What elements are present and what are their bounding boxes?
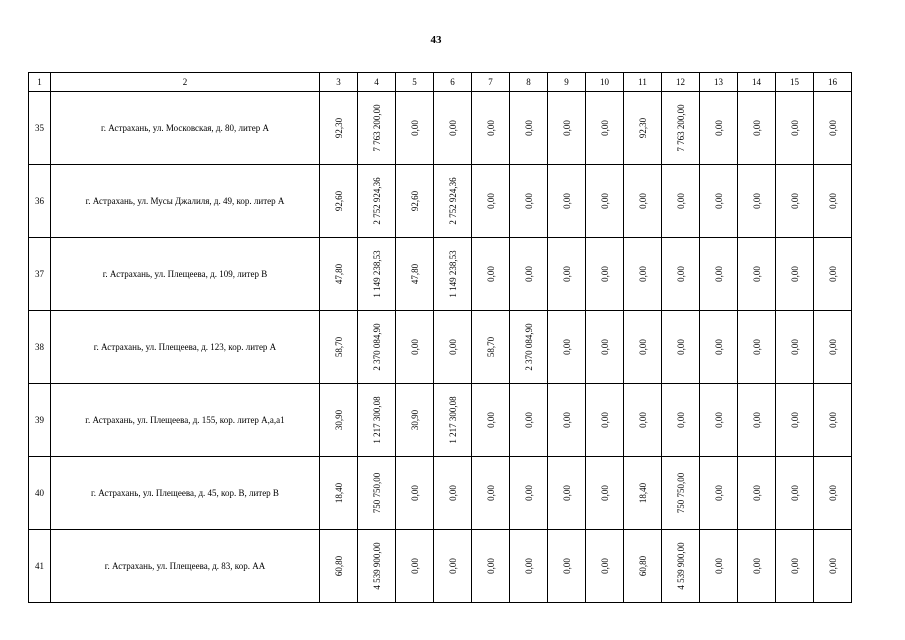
column-header-12: 12 xyxy=(662,73,700,92)
value-text: 60,80 xyxy=(637,555,648,577)
row-number: 35 xyxy=(29,92,51,165)
value-text: 0,00 xyxy=(675,412,686,428)
column-header-8: 8 xyxy=(510,73,548,92)
value-text: 0,00 xyxy=(485,558,496,574)
value-cell-col-14 xyxy=(738,92,776,165)
value-cell-col-3 xyxy=(320,92,358,165)
value-text: 0,00 xyxy=(713,485,724,501)
column-header-3: 3 xyxy=(320,73,358,92)
value-cell-col-9 xyxy=(548,92,586,165)
value-text: 0,00 xyxy=(561,558,572,574)
value-cell-col-8 xyxy=(510,530,548,603)
address-cell: г. Астрахань, ул. Плещеева, д. 155, кор. литер А,а,а1 xyxy=(51,384,320,457)
value-cell-col-6 xyxy=(434,457,472,530)
value-text: 0,00 xyxy=(523,558,534,574)
value-text: 0,00 xyxy=(409,558,420,574)
column-header-15: 15 xyxy=(776,73,814,92)
value-text: 0,00 xyxy=(827,120,838,136)
value-text: 47,80 xyxy=(409,263,420,285)
value-cell-col-14 xyxy=(738,384,776,457)
value-text: 0,00 xyxy=(751,339,762,355)
value-cell-col-4 xyxy=(358,311,396,384)
column-header-1: 1 xyxy=(29,73,51,92)
value-cell-col-7 xyxy=(472,384,510,457)
value-cell-col-9 xyxy=(548,384,586,457)
value-text: 0,00 xyxy=(713,193,724,209)
column-header-7: 7 xyxy=(472,73,510,92)
value-cell-col-13 xyxy=(700,384,738,457)
value-cell-col-16 xyxy=(814,238,852,311)
value-cell-col-16 xyxy=(814,384,852,457)
value-cell-col-3 xyxy=(320,530,358,603)
value-cell-col-9 xyxy=(548,165,586,238)
value-cell-col-12 xyxy=(662,457,700,530)
value-cell-col-8 xyxy=(510,311,548,384)
column-header-6: 6 xyxy=(434,73,472,92)
value-text: 0,00 xyxy=(789,193,800,209)
value-text: 92,60 xyxy=(409,190,420,212)
value-cell-col-10 xyxy=(586,238,624,311)
value-text: 7 763 200,00 xyxy=(675,104,686,152)
column-header-10: 10 xyxy=(586,73,624,92)
value-text: 0,00 xyxy=(523,412,534,428)
value-cell-col-5 xyxy=(396,165,434,238)
value-cell-col-16 xyxy=(814,311,852,384)
value-text: 0,00 xyxy=(561,120,572,136)
row-number: 41 xyxy=(29,530,51,603)
value-text: 92,60 xyxy=(333,190,344,212)
value-cell-col-5 xyxy=(396,384,434,457)
value-text: 0,00 xyxy=(599,558,610,574)
value-cell-col-14 xyxy=(738,311,776,384)
value-text: 0,00 xyxy=(637,193,648,209)
value-cell-col-8 xyxy=(510,384,548,457)
value-cell-col-6 xyxy=(434,165,472,238)
value-cell-col-13 xyxy=(700,238,738,311)
value-text: 0,00 xyxy=(713,266,724,282)
table-header-row xyxy=(29,73,852,92)
value-text: 0,00 xyxy=(789,120,800,136)
value-text: 0,00 xyxy=(523,266,534,282)
value-cell-col-10 xyxy=(586,311,624,384)
value-text: 1 217 300,08 xyxy=(371,396,382,444)
table-row xyxy=(29,92,852,165)
value-cell-col-6 xyxy=(434,311,472,384)
value-cell-col-8 xyxy=(510,238,548,311)
value-text: 0,00 xyxy=(485,193,496,209)
value-cell-col-10 xyxy=(586,384,624,457)
value-text: 4 539 900,00 xyxy=(371,542,382,590)
value-text: 0,00 xyxy=(561,266,572,282)
value-cell-col-11 xyxy=(624,311,662,384)
value-text: 0,00 xyxy=(637,266,648,282)
value-text: 2 370 084,90 xyxy=(523,323,534,371)
value-text: 0,00 xyxy=(637,339,648,355)
value-text: 750 750,00 xyxy=(675,472,686,514)
value-text: 0,00 xyxy=(447,120,458,136)
table-row xyxy=(29,384,852,457)
value-text: 0,00 xyxy=(751,558,762,574)
value-text: 4 539 900,00 xyxy=(675,542,686,590)
table-row xyxy=(29,530,852,603)
address-cell: г. Астрахань, ул. Плещеева, д. 45, кор. В, литер В xyxy=(51,457,320,530)
value-text: 0,00 xyxy=(637,412,648,428)
value-text: 0,00 xyxy=(789,266,800,282)
value-cell-col-7 xyxy=(472,165,510,238)
value-text: 0,00 xyxy=(827,266,838,282)
value-text: 0,00 xyxy=(713,412,724,428)
value-cell-col-13 xyxy=(700,311,738,384)
value-cell-col-5 xyxy=(396,530,434,603)
value-text: 0,00 xyxy=(675,266,686,282)
value-cell-col-12 xyxy=(662,92,700,165)
value-text: 7 763 200,00 xyxy=(371,104,382,152)
value-text: 0,00 xyxy=(789,558,800,574)
value-text: 2 752 924,36 xyxy=(447,177,458,225)
value-cell-col-9 xyxy=(548,457,586,530)
row-number: 37 xyxy=(29,238,51,311)
value-cell-col-13 xyxy=(700,165,738,238)
value-text: 0,00 xyxy=(789,485,800,501)
value-text: 0,00 xyxy=(485,120,496,136)
row-number: 38 xyxy=(29,311,51,384)
value-cell-col-15 xyxy=(776,384,814,457)
value-text: 0,00 xyxy=(751,412,762,428)
value-cell-col-14 xyxy=(738,457,776,530)
value-cell-col-15 xyxy=(776,530,814,603)
value-cell-col-7 xyxy=(472,238,510,311)
value-text: 1 217 300,08 xyxy=(447,396,458,444)
value-cell-col-7 xyxy=(472,92,510,165)
column-header-9: 9 xyxy=(548,73,586,92)
value-cell-col-12 xyxy=(662,238,700,311)
column-header-11: 11 xyxy=(624,73,662,92)
value-cell-col-9 xyxy=(548,530,586,603)
value-text: 0,00 xyxy=(599,485,610,501)
value-cell-col-10 xyxy=(586,457,624,530)
value-text: 0,00 xyxy=(751,485,762,501)
value-cell-col-14 xyxy=(738,165,776,238)
value-cell-col-3 xyxy=(320,457,358,530)
value-cell-col-14 xyxy=(738,238,776,311)
value-cell-col-6 xyxy=(434,92,472,165)
value-cell-col-4 xyxy=(358,238,396,311)
value-cell-col-3 xyxy=(320,311,358,384)
value-text: 0,00 xyxy=(827,485,838,501)
value-text: 0,00 xyxy=(599,193,610,209)
value-cell-col-7 xyxy=(472,530,510,603)
value-cell-col-10 xyxy=(586,92,624,165)
value-cell-col-15 xyxy=(776,92,814,165)
value-cell-col-12 xyxy=(662,384,700,457)
value-cell-col-4 xyxy=(358,530,396,603)
value-text: 0,00 xyxy=(675,339,686,355)
value-text: 0,00 xyxy=(827,339,838,355)
value-cell-col-6 xyxy=(434,238,472,311)
page-number: 43 xyxy=(430,34,442,46)
value-cell-col-7 xyxy=(472,457,510,530)
value-text: 0,00 xyxy=(789,412,800,428)
value-cell-col-13 xyxy=(700,92,738,165)
value-text: 0,00 xyxy=(485,485,496,501)
value-text: 0,00 xyxy=(599,120,610,136)
value-text: 92,30 xyxy=(637,117,648,139)
value-text: 58,70 xyxy=(333,336,344,358)
value-text: 0,00 xyxy=(561,193,572,209)
value-text: 47,80 xyxy=(333,263,344,285)
value-text: 0,00 xyxy=(485,412,496,428)
value-text: 0,00 xyxy=(447,558,458,574)
address-cell: г. Астрахань, ул. Московская, д. 80, литер А xyxy=(51,92,320,165)
value-cell-col-8 xyxy=(510,457,548,530)
table-row xyxy=(29,457,852,530)
value-cell-col-6 xyxy=(434,530,472,603)
address-cell: г. Астрахань, ул. Плещеева, д. 83, кор. АА xyxy=(51,530,320,603)
address-cell: г. Астрахань, ул. Плещеева, д. 123, кор. литер А xyxy=(51,311,320,384)
value-text: 0,00 xyxy=(827,412,838,428)
value-text: 2 752 924,36 xyxy=(371,177,382,225)
value-cell-col-15 xyxy=(776,311,814,384)
table-row xyxy=(29,238,852,311)
value-cell-col-16 xyxy=(814,530,852,603)
value-cell-col-11 xyxy=(624,530,662,603)
value-cell-col-15 xyxy=(776,238,814,311)
value-text: 18,40 xyxy=(637,482,648,504)
value-cell-col-4 xyxy=(358,457,396,530)
value-text: 0,00 xyxy=(523,120,534,136)
value-text: 92,30 xyxy=(333,117,344,139)
value-text: 0,00 xyxy=(599,266,610,282)
value-text: 0,00 xyxy=(599,339,610,355)
value-text: 0,00 xyxy=(751,120,762,136)
value-text: 750 750,00 xyxy=(371,472,382,514)
value-cell-col-16 xyxy=(814,457,852,530)
value-text: 30,90 xyxy=(409,409,420,431)
value-cell-col-8 xyxy=(510,165,548,238)
address-cell: г. Астрахань, ул. Плещеева, д. 109, литер В xyxy=(51,238,320,311)
value-cell-col-11 xyxy=(624,165,662,238)
value-cell-col-12 xyxy=(662,165,700,238)
value-cell-col-11 xyxy=(624,92,662,165)
value-cell-col-4 xyxy=(358,384,396,457)
table-row xyxy=(29,165,852,238)
value-text: 0,00 xyxy=(409,339,420,355)
value-text: 58,70 xyxy=(485,336,496,358)
value-cell-col-3 xyxy=(320,238,358,311)
value-text: 0,00 xyxy=(447,339,458,355)
column-header-16: 16 xyxy=(814,73,852,92)
column-header-13: 13 xyxy=(700,73,738,92)
value-cell-col-9 xyxy=(548,238,586,311)
value-text: 0,00 xyxy=(561,412,572,428)
value-cell-col-8 xyxy=(510,92,548,165)
value-cell-col-15 xyxy=(776,165,814,238)
value-cell-col-16 xyxy=(814,92,852,165)
value-text: 18,40 xyxy=(333,482,344,504)
column-header-5: 5 xyxy=(396,73,434,92)
value-cell-col-10 xyxy=(586,530,624,603)
value-text: 0,00 xyxy=(713,339,724,355)
value-text: 0,00 xyxy=(751,193,762,209)
value-cell-col-5 xyxy=(396,238,434,311)
value-text: 0,00 xyxy=(409,485,420,501)
value-cell-col-3 xyxy=(320,165,358,238)
value-text: 0,00 xyxy=(789,339,800,355)
value-cell-col-4 xyxy=(358,92,396,165)
value-cell-col-9 xyxy=(548,311,586,384)
value-text: 60,80 xyxy=(333,555,344,577)
value-cell-col-13 xyxy=(700,457,738,530)
value-cell-col-16 xyxy=(814,165,852,238)
value-text: 0,00 xyxy=(523,485,534,501)
value-text: 0,00 xyxy=(713,558,724,574)
value-cell-col-11 xyxy=(624,457,662,530)
value-text: 0,00 xyxy=(485,266,496,282)
value-text: 1 149 238,53 xyxy=(447,250,458,298)
value-text: 0,00 xyxy=(599,412,610,428)
row-number: 39 xyxy=(29,384,51,457)
value-text: 0,00 xyxy=(751,266,762,282)
value-cell-col-4 xyxy=(358,165,396,238)
value-cell-col-5 xyxy=(396,457,434,530)
row-number: 36 xyxy=(29,165,51,238)
value-text: 0,00 xyxy=(827,558,838,574)
value-text: 0,00 xyxy=(561,485,572,501)
value-cell-col-13 xyxy=(700,530,738,603)
value-cell-col-5 xyxy=(396,92,434,165)
table-row xyxy=(29,311,852,384)
value-text: 0,00 xyxy=(675,193,686,209)
value-text: 0,00 xyxy=(409,120,420,136)
table-body xyxy=(29,73,852,603)
value-cell-col-15 xyxy=(776,457,814,530)
column-header-2: 2 xyxy=(51,73,320,92)
value-cell-col-12 xyxy=(662,530,700,603)
value-cell-col-11 xyxy=(624,384,662,457)
value-text: 1 149 238,53 xyxy=(371,250,382,298)
value-cell-col-12 xyxy=(662,311,700,384)
value-text: 30,90 xyxy=(333,409,344,431)
value-cell-col-5 xyxy=(396,311,434,384)
value-cell-col-3 xyxy=(320,384,358,457)
value-cell-col-11 xyxy=(624,238,662,311)
value-text: 0,00 xyxy=(523,193,534,209)
value-cell-col-14 xyxy=(738,530,776,603)
value-cell-col-10 xyxy=(586,165,624,238)
value-text: 0,00 xyxy=(561,339,572,355)
value-text: 0,00 xyxy=(713,120,724,136)
value-text: 0,00 xyxy=(827,193,838,209)
value-cell-col-7 xyxy=(472,311,510,384)
value-text: 0,00 xyxy=(447,485,458,501)
column-header-14: 14 xyxy=(738,73,776,92)
row-number: 40 xyxy=(29,457,51,530)
column-header-4: 4 xyxy=(358,73,396,92)
value-cell-col-6 xyxy=(434,384,472,457)
data-table xyxy=(28,72,852,603)
address-cell: г. Астрахань, ул. Мусы Джалиля, д. 49, кор. литер А xyxy=(51,165,320,238)
value-text: 2 370 084,90 xyxy=(371,323,382,371)
